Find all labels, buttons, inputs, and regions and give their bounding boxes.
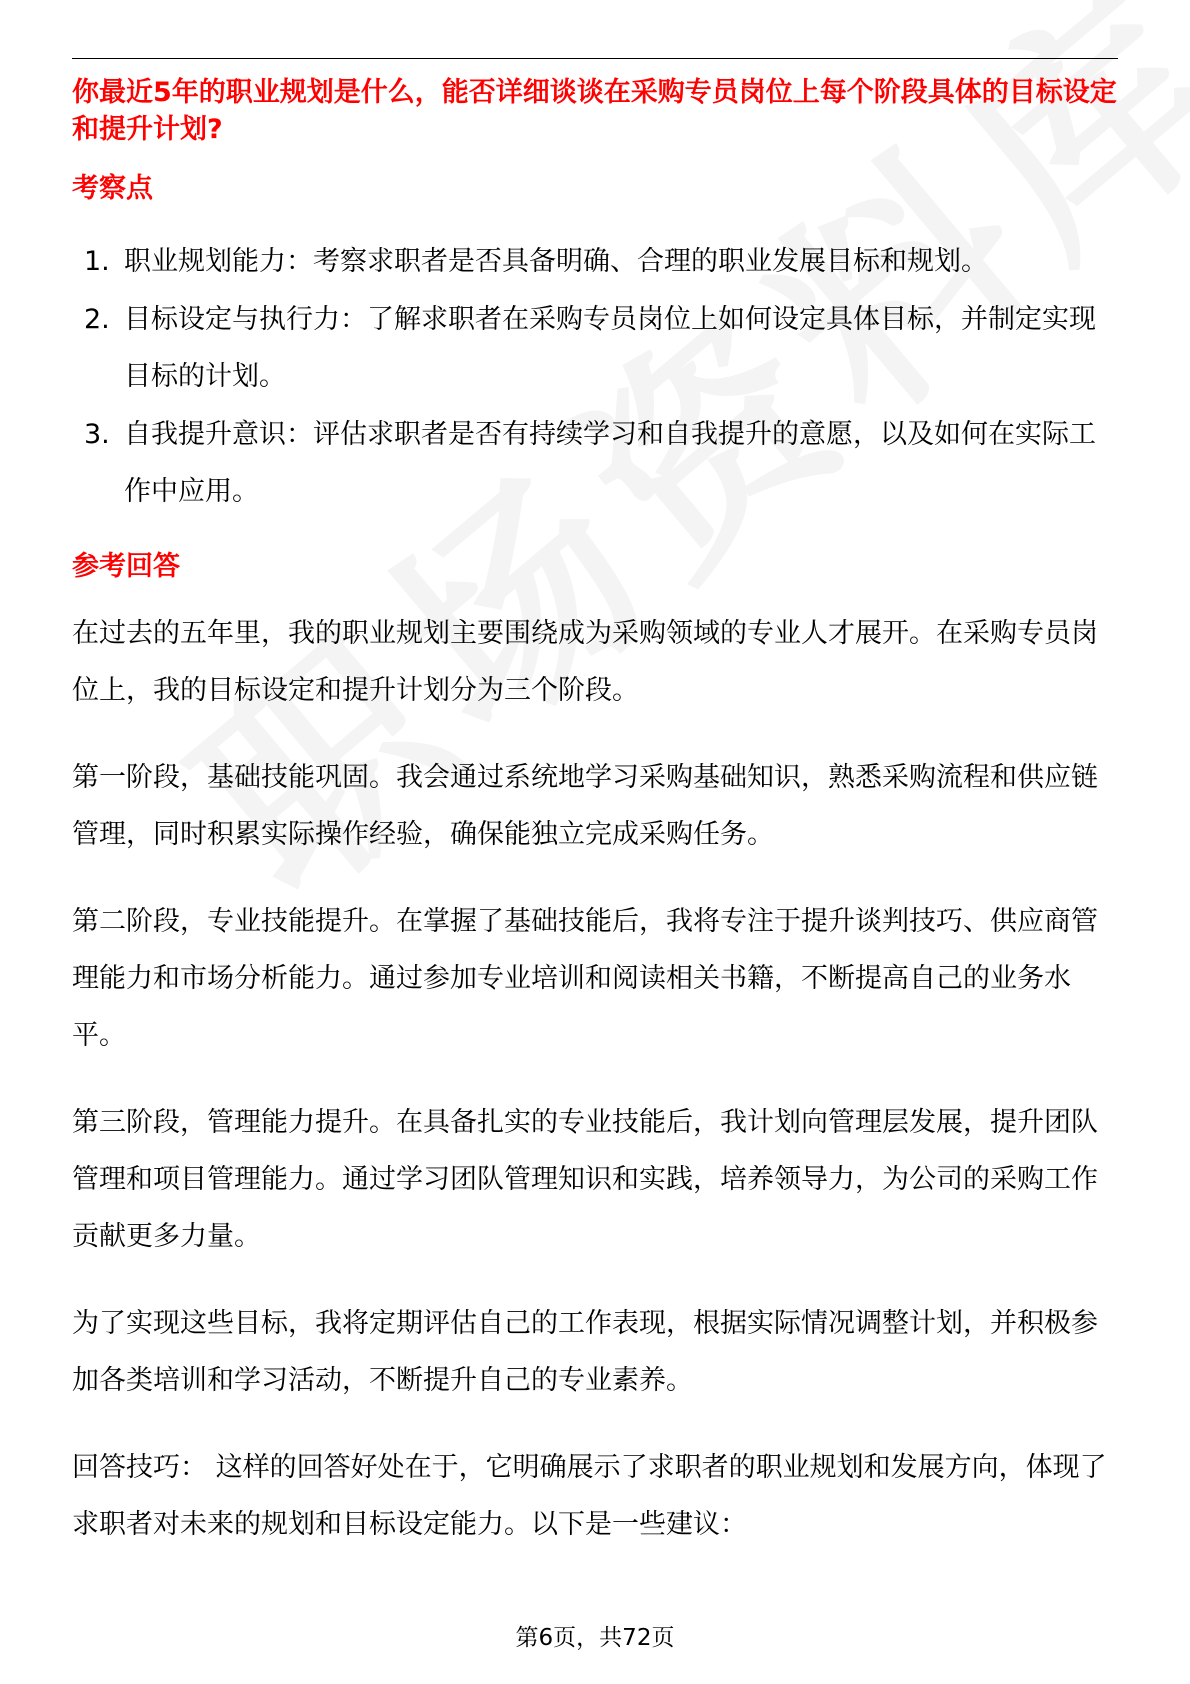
list-item-text: 自我提升意识：评估求职者是否有持续学习和自我提升的意愿，以及如何在实际工作中应用。 — [124, 419, 1096, 507]
answer-paragraph: 第二阶段，专业技能提升。在掌握了基础技能后，我将专注于提升谈判技巧、供应商管理能力和市场分析能力。通过参加专业培训和阅读相关书籍，不断提高自己的业务水平。 — [72, 906, 1098, 1051]
header-rule — [72, 58, 1118, 59]
list-item-text: 职业规划能力：考察求职者是否具备明确、合理的职业发展目标和规划。 — [124, 246, 988, 277]
page-content — [72, 74, 1122, 1553]
answer-section-title: 参考回答 — [72, 551, 180, 582]
list-item — [72, 291, 1122, 405]
answer-paragraph: 第三阶段，管理能力提升。在具备扎实的专业技能后，我计划向管理层发展，提升团队管理和项目管理能力。通过学习团队管理知识和实践，培养领导力，为公司的采购工作贡献更多力量。 — [72, 1107, 1098, 1252]
list-item — [72, 406, 1122, 520]
answer-paragraph: 第一阶段，基础技能巩固。我会通过系统地学习采购基础知识，熟悉采购流程和供应链管理，同时积累实际操作经验，确保能独立完成采购任务。 — [72, 762, 1098, 850]
answer-paragraph: 为了实现这些目标，我将定期评估自己的工作表现，根据实际情况调整计划，并积极参加各类培训和学习活动，不断提升自己的专业素养。 — [72, 1308, 1098, 1396]
points-list — [72, 233, 1122, 520]
list-item — [72, 233, 1122, 290]
list-item-number: 1. — [84, 246, 110, 277]
points-section-title: 考察点 — [72, 173, 153, 204]
question-heading: 你最近5年的职业规划是什么，能否详细谈谈在采购专员岗位上每个阶段具体的目标设定和提升计划? — [72, 77, 1117, 145]
answer-tips-paragraph: 回答技巧： 这样的回答好处在于，它明确展示了求职者的职业规划和发展方向，体现了求职者对未来的规划和目标设定能力。以下是一些建议： — [72, 1452, 1107, 1540]
list-item-text: 目标设定与执行力：了解求职者在采购专员岗位上如何设定具体目标，并制定实现目标的计划。 — [124, 304, 1096, 392]
list-item-number: 3. — [84, 419, 110, 450]
page-footer: 第6页，共72页 — [515, 1625, 675, 1651]
list-item-number: 2. — [84, 304, 110, 335]
answer-paragraph: 在过去的五年里，我的职业规划主要围绕成为采购领域的专业人才展开。在采购专员岗位上，我的目标设定和提升计划分为三个阶段。 — [72, 618, 1098, 706]
